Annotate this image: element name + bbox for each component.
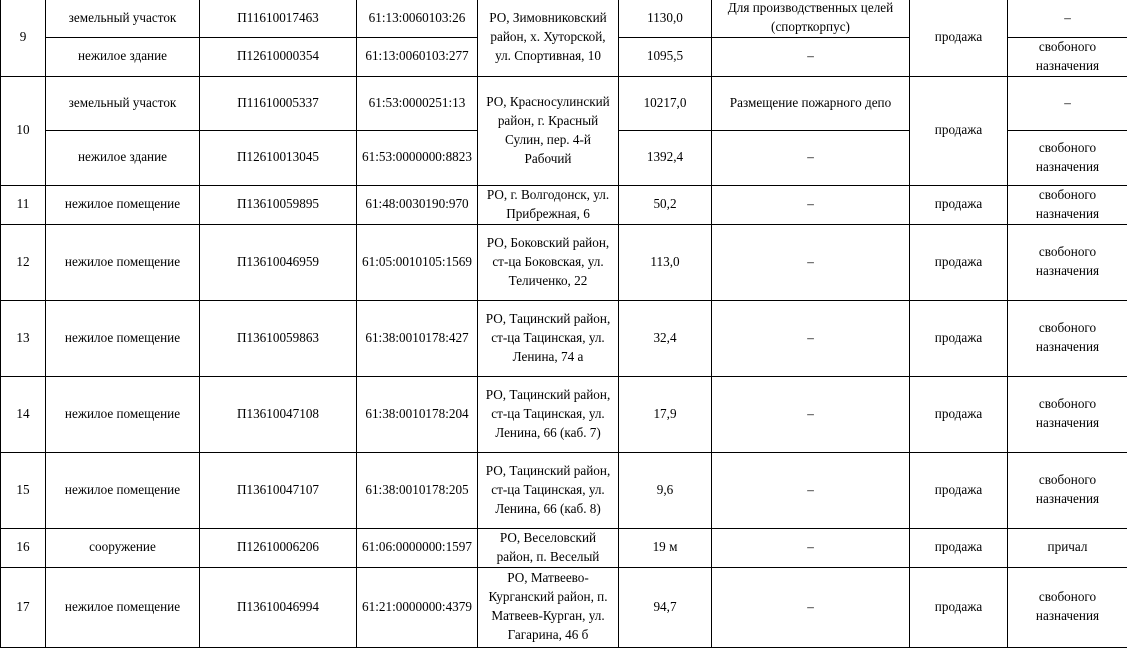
register-number: П12610000354 (200, 38, 357, 77)
register-number: П11610005337 (200, 76, 357, 130)
area: 32,4 (619, 300, 712, 376)
area: 10217,0 (619, 76, 712, 130)
register-number: П13610046994 (200, 567, 357, 647)
area: 94,7 (619, 567, 712, 647)
cadastral-number: 61:13:0060103:26 (357, 0, 478, 38)
permitted-use: – (712, 224, 910, 300)
address: РО, Боковский район, ст-ца Боковская, ул. Теличенко, 22 (478, 224, 619, 300)
register-number: П13610059895 (200, 185, 357, 224)
row-number: 10 (1, 76, 46, 185)
purpose: свобоного назначения (1008, 38, 1127, 77)
permitted-use: Размещение пожарного депо (712, 76, 910, 130)
cadastral-number: 61:06:0000000:1597 (357, 528, 478, 567)
object-type: нежилое здание (46, 38, 200, 77)
register-number: П12610006206 (200, 528, 357, 567)
object-type: нежилое помещение (46, 567, 200, 647)
address: РО, Веселовский район, п. Веселый (478, 528, 619, 567)
row-number: 16 (1, 528, 46, 567)
table-row (1, 76, 1127, 130)
privatization-method: продажа (910, 300, 1008, 376)
register-number: П11610017463 (200, 0, 357, 38)
cadastral-number: 61:53:0000000:8823 (357, 130, 478, 185)
permitted-use: – (712, 38, 910, 77)
table-row (1, 567, 1127, 647)
table-row (1, 0, 1127, 38)
object-type: нежилое помещение (46, 185, 200, 224)
table-row (1, 528, 1127, 567)
address: РО, Тацинский район, ст-ца Тацинская, ул. Ленина, 74 а (478, 300, 619, 376)
object-type: сооружение (46, 528, 200, 567)
address: РО, г. Волгодонск, ул. Прибрежная, 6 (478, 185, 619, 224)
purpose: причал (1008, 528, 1127, 567)
permitted-use: – (712, 452, 910, 528)
privatization-method: продажа (910, 0, 1008, 76)
object-type: нежилое помещение (46, 300, 200, 376)
table-row (1, 452, 1127, 528)
row-number: 17 (1, 567, 46, 647)
address: РО, Тацинский район, ст-ца Тацинская, ул. Ленина, 66 (каб. 7) (478, 376, 619, 452)
permitted-use: – (712, 376, 910, 452)
purpose: свобоного назначения (1008, 567, 1127, 647)
register-number: П13610046959 (200, 224, 357, 300)
area: 50,2 (619, 185, 712, 224)
permitted-use: – (712, 567, 910, 647)
object-type: земельный участок (46, 0, 200, 38)
address: РО, Зимовниковский район, х. Хуторской, ул. Спортивная, 10 (478, 0, 619, 76)
register-number: П13610059863 (200, 300, 357, 376)
purpose: свобоного назначения (1008, 452, 1127, 528)
table-row (1, 376, 1127, 452)
register-number: П12610013045 (200, 130, 357, 185)
address: РО, Красносулинский район, г. Красный Сулин, пер. 4-й Рабочий (478, 76, 619, 185)
row-number: 14 (1, 376, 46, 452)
table-row (1, 185, 1127, 224)
cadastral-number: 61:38:0010178:204 (357, 376, 478, 452)
permitted-use: – (712, 528, 910, 567)
area: 113,0 (619, 224, 712, 300)
purpose: свобоного назначения (1008, 376, 1127, 452)
row-number: 15 (1, 452, 46, 528)
row-number: 9 (1, 0, 46, 76)
area: 9,6 (619, 452, 712, 528)
permitted-use: – (712, 130, 910, 185)
privatization-method: продажа (910, 224, 1008, 300)
privatization-method: продажа (910, 567, 1008, 647)
area: 1130,0 (619, 0, 712, 38)
purpose: – (1008, 76, 1127, 130)
cadastral-number: 61:13:0060103:277 (357, 38, 478, 77)
privatization-method: продажа (910, 376, 1008, 452)
privatization-method: продажа (910, 452, 1008, 528)
purpose: свобоного назначения (1008, 300, 1127, 376)
cadastral-number: 61:38:0010178:205 (357, 452, 478, 528)
privatization-method: продажа (910, 76, 1008, 185)
area: 17,9 (619, 376, 712, 452)
cadastral-number: 61:38:0010178:427 (357, 300, 478, 376)
purpose: свобоного назначения (1008, 185, 1127, 224)
row-number: 12 (1, 224, 46, 300)
purpose: – (1008, 0, 1127, 38)
permitted-use: Для производственных целей (спорткорпус) (712, 0, 910, 38)
row-number: 11 (1, 185, 46, 224)
permitted-use: – (712, 300, 910, 376)
area: 19 м (619, 528, 712, 567)
purpose: свобоного назначения (1008, 224, 1127, 300)
privatization-method: продажа (910, 185, 1008, 224)
address: РО, Матвеево-Курганский район, п. Матвеев-Курган, ул. Гагарина, 46 б (478, 567, 619, 647)
object-type: нежилое здание (46, 130, 200, 185)
table-row (1, 224, 1127, 300)
register-number: П13610047108 (200, 376, 357, 452)
area: 1095,5 (619, 38, 712, 77)
object-type: земельный участок (46, 76, 200, 130)
object-type: нежилое помещение (46, 376, 200, 452)
purpose: свобоного назначения (1008, 130, 1127, 185)
cadastral-number: 61:21:0000000:4379 (357, 567, 478, 647)
row-number: 13 (1, 300, 46, 376)
cadastral-number: 61:48:0030190:970 (357, 185, 478, 224)
cadastral-number: 61:05:0010105:1569 (357, 224, 478, 300)
cadastral-number: 61:53:0000251:13 (357, 76, 478, 130)
area: 1392,4 (619, 130, 712, 185)
register-number: П13610047107 (200, 452, 357, 528)
object-type: нежилое помещение (46, 224, 200, 300)
privatization-method: продажа (910, 528, 1008, 567)
address: РО, Тацинский район, ст-ца Тацинская, ул. Ленина, 66 (каб. 8) (478, 452, 619, 528)
table-row (1, 300, 1127, 376)
object-type: нежилое помещение (46, 452, 200, 528)
permitted-use: – (712, 185, 910, 224)
